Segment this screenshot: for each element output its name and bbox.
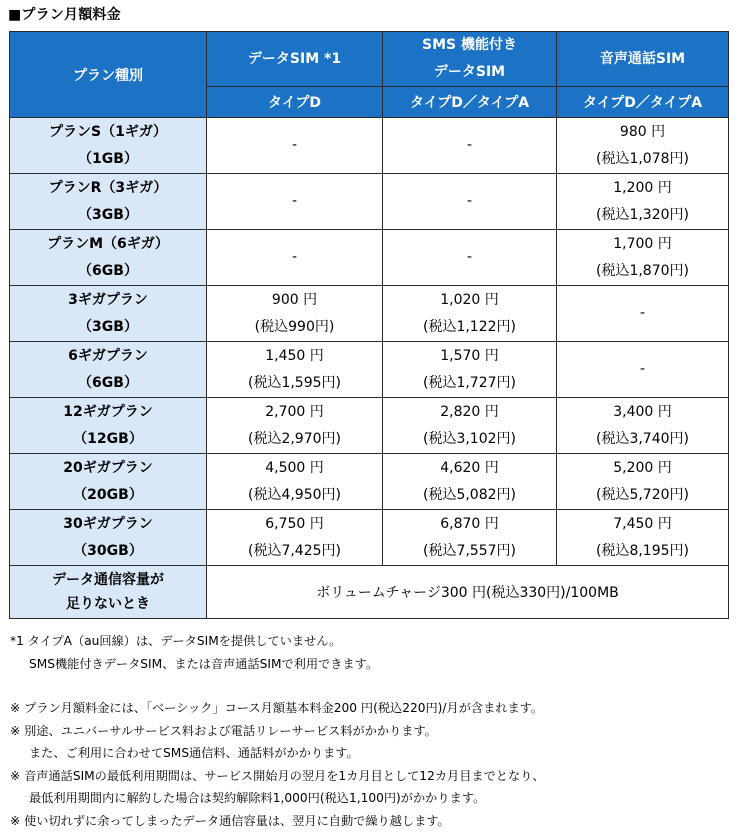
price-cell-c1 — [207, 286, 383, 342]
price-tax-included: (税込2,970円) — [247, 430, 341, 447]
table-row — [10, 454, 729, 510]
plan-name: プランS（1ギガ） — [49, 123, 167, 140]
price: 900 円 — [271, 291, 318, 308]
header-voice-sim: 音声通話SIM — [557, 32, 729, 87]
price-tax-included: (税込1,122円) — [422, 318, 516, 335]
price-tax-included: (税込1,320円) — [595, 206, 689, 223]
page-title: ■プラン月額料金 — [8, 7, 121, 23]
price: - — [466, 249, 473, 265]
price-cell-c2 — [383, 454, 557, 510]
price-tax-included: (税込8,195円) — [595, 542, 689, 559]
price-tax-included: (税込1,595円) — [247, 374, 341, 391]
price-cell-c3 — [557, 230, 729, 286]
table-row — [10, 118, 729, 174]
price-tax-included: (税込1,727円) — [422, 374, 516, 391]
note-2: ※ プラン月額料金には、「ベーシック」コース月額基本料金200 円(税込220円)/月が含まれます。 — [10, 701, 544, 715]
price-tax-included: (税込1,078円) — [595, 150, 689, 167]
plan-price-table — [9, 31, 729, 619]
table-row — [10, 230, 729, 286]
price-cell-c3 — [557, 398, 729, 454]
price: - — [291, 137, 298, 153]
plan-name-cell — [10, 230, 207, 286]
table-row — [10, 510, 729, 566]
volume-charge-label — [10, 566, 207, 619]
plan-name-cell — [10, 398, 207, 454]
price: 1,570 円 — [440, 347, 499, 364]
note-1-line2: SMS機能付きデータSIM、または音声通話SIMで利用できます。 — [29, 656, 379, 671]
price-cell-c2 — [383, 174, 557, 230]
price-cell-c3 — [557, 510, 729, 566]
price-cell-c3 — [557, 454, 729, 510]
plan-capacity: （3GB） — [78, 206, 138, 223]
plan-name: 30ギガプラン — [63, 515, 153, 532]
price-cell-c3 — [557, 174, 729, 230]
price: 1,450 円 — [265, 347, 324, 364]
header-plan-type: プラン種別 — [10, 32, 207, 118]
price-tax-included: (税込5,082円) — [422, 486, 516, 503]
plan-name-cell — [10, 510, 207, 566]
table-row — [10, 286, 729, 342]
price: - — [291, 249, 298, 265]
plan-name-cell — [10, 454, 207, 510]
price: 4,620 円 — [440, 459, 499, 476]
plan-capacity: （20GB） — [73, 486, 143, 503]
plan-capacity: （3GB） — [78, 318, 138, 335]
price: 1,700 円 — [613, 235, 672, 252]
price: 4,500 円 — [265, 459, 324, 476]
note-5: ※ 使い切れずに余ってしまったデータ通信容量は、翌月に自動で繰り越します。 — [10, 813, 450, 828]
note-4-line1: ※ 音声通話SIMの最低利用期間は、サービス開始月の翌月を1カ月目として12カ月目までとなり、 — [10, 768, 545, 783]
price: 2,820 円 — [440, 403, 499, 420]
price-tax-included: (税込5,720円) — [595, 486, 689, 503]
price: 980 円 — [619, 123, 666, 140]
plan-name: 6ギガプラン — [68, 347, 148, 364]
table-row — [10, 398, 729, 454]
plan-name-cell — [10, 118, 207, 174]
price: 2,700 円 — [265, 403, 324, 420]
note-3-line1: ※ 別途、ユニバーサルサービス料および電話リレーサービス料がかかります。 — [10, 723, 437, 738]
plan-capacity: （6GB） — [78, 374, 138, 391]
price: - — [466, 193, 473, 209]
header-sms-data-sim — [383, 32, 557, 87]
plan-capacity: （6GB） — [78, 262, 138, 279]
price: 7,450 円 — [613, 515, 672, 532]
price-cell-c2 — [383, 510, 557, 566]
price-cell-c1 — [207, 230, 383, 286]
header-sub-data-sim: タイプD — [207, 87, 383, 118]
plan-name-cell — [10, 286, 207, 342]
note-3-line2: また、ご利用に合わせてSMS通信料、通話料がかかります。 — [29, 746, 359, 760]
price: 5,200 円 — [613, 459, 672, 476]
price: 6,870 円 — [440, 515, 499, 532]
price-cell-c2 — [383, 342, 557, 398]
price-cell-c3 — [557, 118, 729, 174]
price-tax-included: (税込990円) — [254, 318, 335, 335]
volume-charge-label-line2: 足りないとき — [66, 596, 150, 612]
price-tax-included: (税込3,740円) — [595, 430, 689, 447]
price-cell-c1 — [207, 454, 383, 510]
header-data-sim: データSIM *1 — [207, 32, 383, 87]
price-cell-c3 — [557, 286, 729, 342]
price: 3,400 円 — [613, 403, 672, 420]
price-cell-c1 — [207, 174, 383, 230]
plan-name-cell — [10, 174, 207, 230]
price-cell-c1 — [207, 510, 383, 566]
table-row — [10, 174, 729, 230]
price: - — [466, 137, 473, 153]
plan-name: 3ギガプラン — [68, 291, 148, 308]
price-tax-included: (税込7,425円) — [247, 542, 341, 559]
price: 6,750 円 — [265, 515, 324, 532]
price: 1,200 円 — [613, 179, 672, 196]
price: - — [639, 305, 646, 321]
price: - — [639, 361, 646, 377]
price-cell-c2 — [383, 398, 557, 454]
volume-charge-value: ボリュームチャージ300 円(税込330円)/100MB — [207, 566, 729, 619]
header-sms-line1: SMS 機能付き — [422, 37, 517, 53]
plan-name: プランR（3ギガ） — [48, 179, 168, 196]
plan-name: 20ギガプラン — [63, 459, 153, 476]
price-cell-c3 — [557, 342, 729, 398]
note-4-line2: 最低利用期間内に解約した場合は契約解除料1,000円(税込1,100円)がかかります。 — [29, 791, 486, 805]
plan-capacity: （12GB） — [73, 430, 143, 447]
plan-name: プランM（6ギガ） — [47, 235, 169, 252]
notes — [10, 630, 735, 832]
price-tax-included: (税込7,557円) — [422, 542, 516, 559]
volume-charge-label-line1: データ通信容量が — [52, 572, 164, 588]
price: 1,020 円 — [440, 291, 499, 308]
plan-name-cell — [10, 342, 207, 398]
price-tax-included: (税込3,102円) — [422, 430, 516, 447]
price-cell-c1 — [207, 342, 383, 398]
price: - — [291, 193, 298, 209]
price-cell-c2 — [383, 230, 557, 286]
plan-capacity: （30GB） — [73, 542, 143, 559]
price-cell-c2 — [383, 118, 557, 174]
price-cell-c2 — [383, 286, 557, 342]
header-sub-sms-data-sim: タイプD／タイプA — [383, 87, 557, 118]
plan-capacity: （1GB） — [78, 150, 138, 167]
price-cell-c1 — [207, 118, 383, 174]
note-1-line1: *1 タイプA（au回線）は、データSIMを提供していません。 — [10, 634, 342, 648]
plan-name: 12ギガプラン — [63, 403, 153, 420]
header-sub-voice-sim: タイプD／タイプA — [557, 87, 729, 118]
price-tax-included: (税込1,870円) — [595, 262, 689, 279]
header-sms-line2: データSIM — [433, 64, 506, 80]
price-cell-c1 — [207, 398, 383, 454]
table-row — [10, 342, 729, 398]
price-tax-included: (税込4,950円) — [247, 486, 341, 503]
